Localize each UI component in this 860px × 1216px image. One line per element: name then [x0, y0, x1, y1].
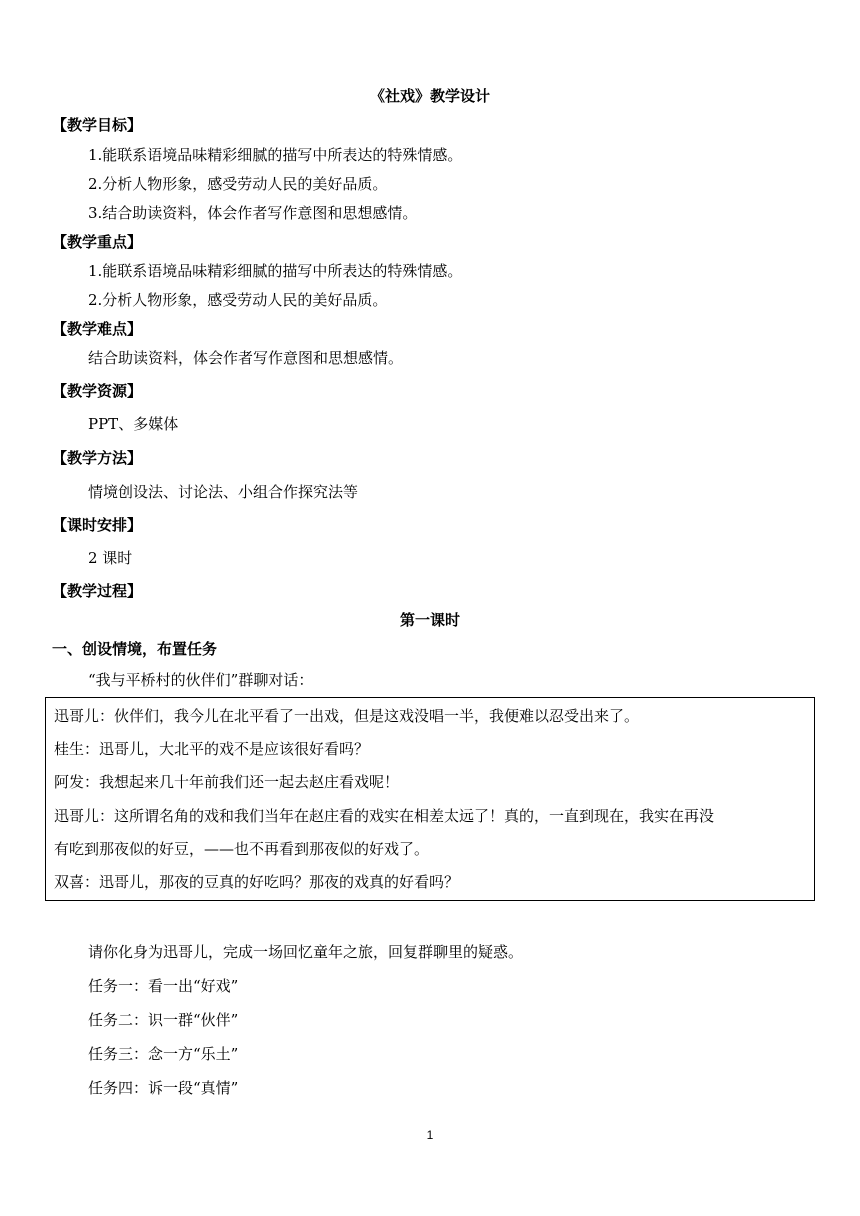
document-title: 《社戏》教学设计: [369, 87, 490, 105]
key-point-item: 1.能联系语境品味精彩细腻的描写中所表达的特殊情感。: [88, 262, 463, 280]
task-item: 任务一：看一出“好戏”: [88, 977, 239, 995]
task-item: 任务二：识一群“伙伴”: [88, 1011, 239, 1029]
objective-item: 3.结合助读资料，体会作者写作意图和思想感情。: [88, 204, 418, 222]
lesson-title: 第一课时: [399, 611, 460, 629]
task-item: 任务三：念一方“乐土”: [88, 1045, 239, 1063]
chat-intro: “我与平桥村的伙伴们”群聊对话：: [88, 671, 314, 689]
section-heading-schedule: 【课时安排】: [52, 516, 143, 534]
methods-text: 情境创设法、讨论法、小组合作探究法等: [88, 483, 359, 501]
section-heading-process: 【教学过程】: [52, 582, 143, 600]
section-heading-resources: 【教学资源】: [52, 382, 143, 400]
section-heading-key-points: 【教学重点】: [52, 233, 143, 251]
chat-line: 双喜：迅哥儿，那夜的豆真的好吃吗？那夜的戏真的好看吗？: [54, 873, 460, 891]
chat-line: 迅哥儿：伙伴们，我今儿在北平看了一出戏，但是这戏没唱一半，我便难以忍受出来了。: [54, 707, 640, 725]
chat-line: 阿发：我想起来几十年前我们还一起去赵庄看戏呢！: [54, 773, 400, 791]
step-heading: 一、创设情境，布置任务: [52, 640, 218, 658]
section-heading-objectives: 【教学目标】: [52, 116, 143, 134]
section-heading-difficulties: 【教学难点】: [52, 320, 143, 338]
chat-line: 桂生：迅哥儿，大北平的戏不是应该很好看吗？: [54, 740, 370, 758]
task-prompt: 请你化身为迅哥儿，完成一场回忆童年之旅，回复群聊里的疑惑。: [88, 943, 524, 961]
chat-line: 有吃到那夜似的好豆，——也不再看到那夜似的好戏了。: [54, 840, 430, 858]
page-number: 1: [426, 1128, 434, 1142]
task-item: 任务四：诉一段“真情”: [88, 1079, 239, 1097]
key-point-item: 2.分析人物形象，感受劳动人民的美好品质。: [88, 291, 388, 309]
objective-item: 1.能联系语境品味精彩细腻的描写中所表达的特殊情感。: [88, 146, 463, 164]
schedule-text: 2 课时: [88, 549, 133, 567]
chat-dialogue-box: [45, 697, 815, 901]
chat-line: 迅哥儿：这所谓名角的戏和我们当年在赵庄看的戏实在相差太远了！真的，一直到现在，我实在再没: [54, 807, 715, 825]
difficulties-text: 结合助读资料，体会作者写作意图和思想感情。: [88, 349, 404, 367]
objective-item: 2.分析人物形象，感受劳动人民的美好品质。: [88, 175, 388, 193]
resources-text: PPT、多媒体: [88, 415, 179, 433]
section-heading-methods: 【教学方法】: [52, 449, 143, 467]
